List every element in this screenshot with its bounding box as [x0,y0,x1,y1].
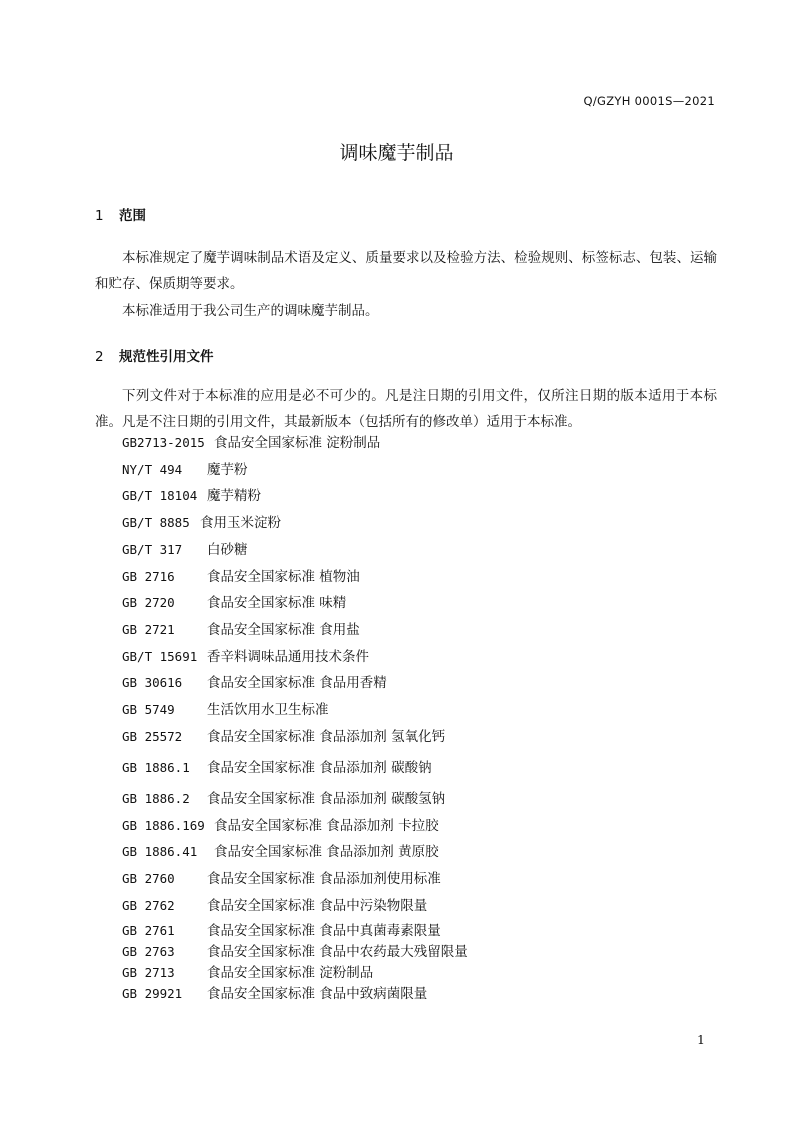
reference-code: GB/T 8885 [122,515,190,530]
reference-name: 食品安全国家标准 味精 [207,595,347,611]
section-number: 1 [95,208,104,224]
reference-code: GB 2761 [122,923,175,938]
reference-item [122,487,261,505]
reference-name: 食品安全国家标准 食品中污染物限量 [207,898,428,914]
reference-code: GB 2721 [122,622,175,637]
section-number: 2 [95,349,104,365]
reference-name: 食品安全国家标准 食品添加剂使用标准 [207,871,441,887]
reference-code: GB 2713 [122,965,175,980]
reference-name: 食品安全国家标准 食品中农药最大残留限量 [207,944,468,960]
reference-name: 食品安全国家标准 食品添加剂 碳酸钠 [207,760,432,776]
reference-name: 香辛料调味品通用技术条件 [207,649,369,665]
reference-name: 食品安全国家标准 食品添加剂 卡拉胶 [214,818,439,834]
reference-name: 食品安全国家标准 淀粉制品 [207,965,374,981]
reference-item [122,568,360,586]
reference-item [122,434,380,452]
reference-code: GB 2716 [122,569,175,584]
reference-code: GB2713-2015 [122,435,205,450]
reference-item [122,843,439,861]
reference-item [122,964,373,982]
reference-name: 食品安全国家标准 植物油 [207,569,360,585]
reference-code: GB 1886.1 [122,760,190,775]
reference-item [122,461,248,479]
reference-code: GB 30616 [122,675,183,690]
reference-code: GB 1886.2 [122,791,190,806]
reference-name: 白砂糖 [207,542,248,558]
reference-name: 魔芋粉 [207,462,248,478]
reference-item [122,674,387,692]
reference-item [122,985,427,1003]
reference-item [122,943,468,961]
reference-item [122,897,427,915]
reference-code: GB 2762 [122,898,175,913]
reference-code: GB 2720 [122,595,175,610]
section-heading-normative-references [95,345,214,365]
reference-code: GB/T 18104 [122,488,198,503]
reference-name: 食品安全国家标准 淀粉制品 [214,435,381,451]
reference-item [122,541,248,559]
section-title: 范围 [119,208,146,224]
reference-item [122,790,445,808]
reference-code: GB 2760 [122,871,175,886]
reference-item [122,817,439,835]
reference-name: 食品安全国家标准 食品添加剂 氢氧化钙 [207,729,446,745]
reference-code: GB/T 15691 [122,649,198,664]
reference-code: GB 25572 [122,729,183,744]
reference-name: 食品安全国家标准 食品中致病菌限量 [207,986,428,1002]
reference-name: 魔芋精粉 [207,488,261,504]
reference-code: GB 1886.41 [122,844,198,859]
scope-paragraph-1: 本标准规定了魔芋调味制品术语及定义、质量要求以及检验方法、检验规则、标签标志、包装、运输和贮存、保质期等要求。 [95,250,717,292]
reference-item [122,514,281,532]
reference-code: GB 2763 [122,944,175,959]
reference-name: 食品安全国家标准 食品用香精 [207,675,387,691]
reference-item [122,594,346,612]
reference-item [122,648,369,666]
reference-code: GB 1886.169 [122,818,205,833]
reference-code: NY/T 494 [122,462,183,477]
reference-name: 食品安全国家标准 食品添加剂 黄原胶 [214,844,439,860]
reference-name: 食品安全国家标准 食品添加剂 碳酸氢钠 [207,791,446,807]
reference-name: 食用玉米淀粉 [200,515,281,531]
reference-item [122,701,329,719]
reference-item [122,922,441,940]
references-intro-paragraph: 下列文件对于本标准的应用是必不可少的。凡是注日期的引用文件，仅所注日期的版本适用于本标准。凡是不注日期的引用文件，其最新版本（包括所有的修改单）适用于本标准。 [95,388,717,430]
reference-item [122,759,432,777]
reference-item [122,621,360,639]
reference-code: GB 5749 [122,702,175,717]
reference-item [122,728,445,746]
reference-code: GB/T 317 [122,542,183,557]
document-title: 调味魔芋制品 [339,142,454,164]
standard-code: Q/GZYH 0001S—2021 [583,94,715,108]
reference-name: 食品安全国家标准 食品中真菌毒素限量 [207,923,441,939]
reference-name: 生活饮用水卫生标准 [207,702,329,718]
reference-name: 食品安全国家标准 食用盐 [207,622,360,638]
section-title: 规范性引用文件 [119,349,214,365]
section-heading-scope [95,204,146,224]
page-number: 1 [697,1032,705,1047]
reference-code: GB 29921 [122,986,183,1001]
scope-paragraph-2: 本标准适用于我公司生产的调味魔芋制品。 [122,303,379,319]
reference-item [122,870,441,888]
